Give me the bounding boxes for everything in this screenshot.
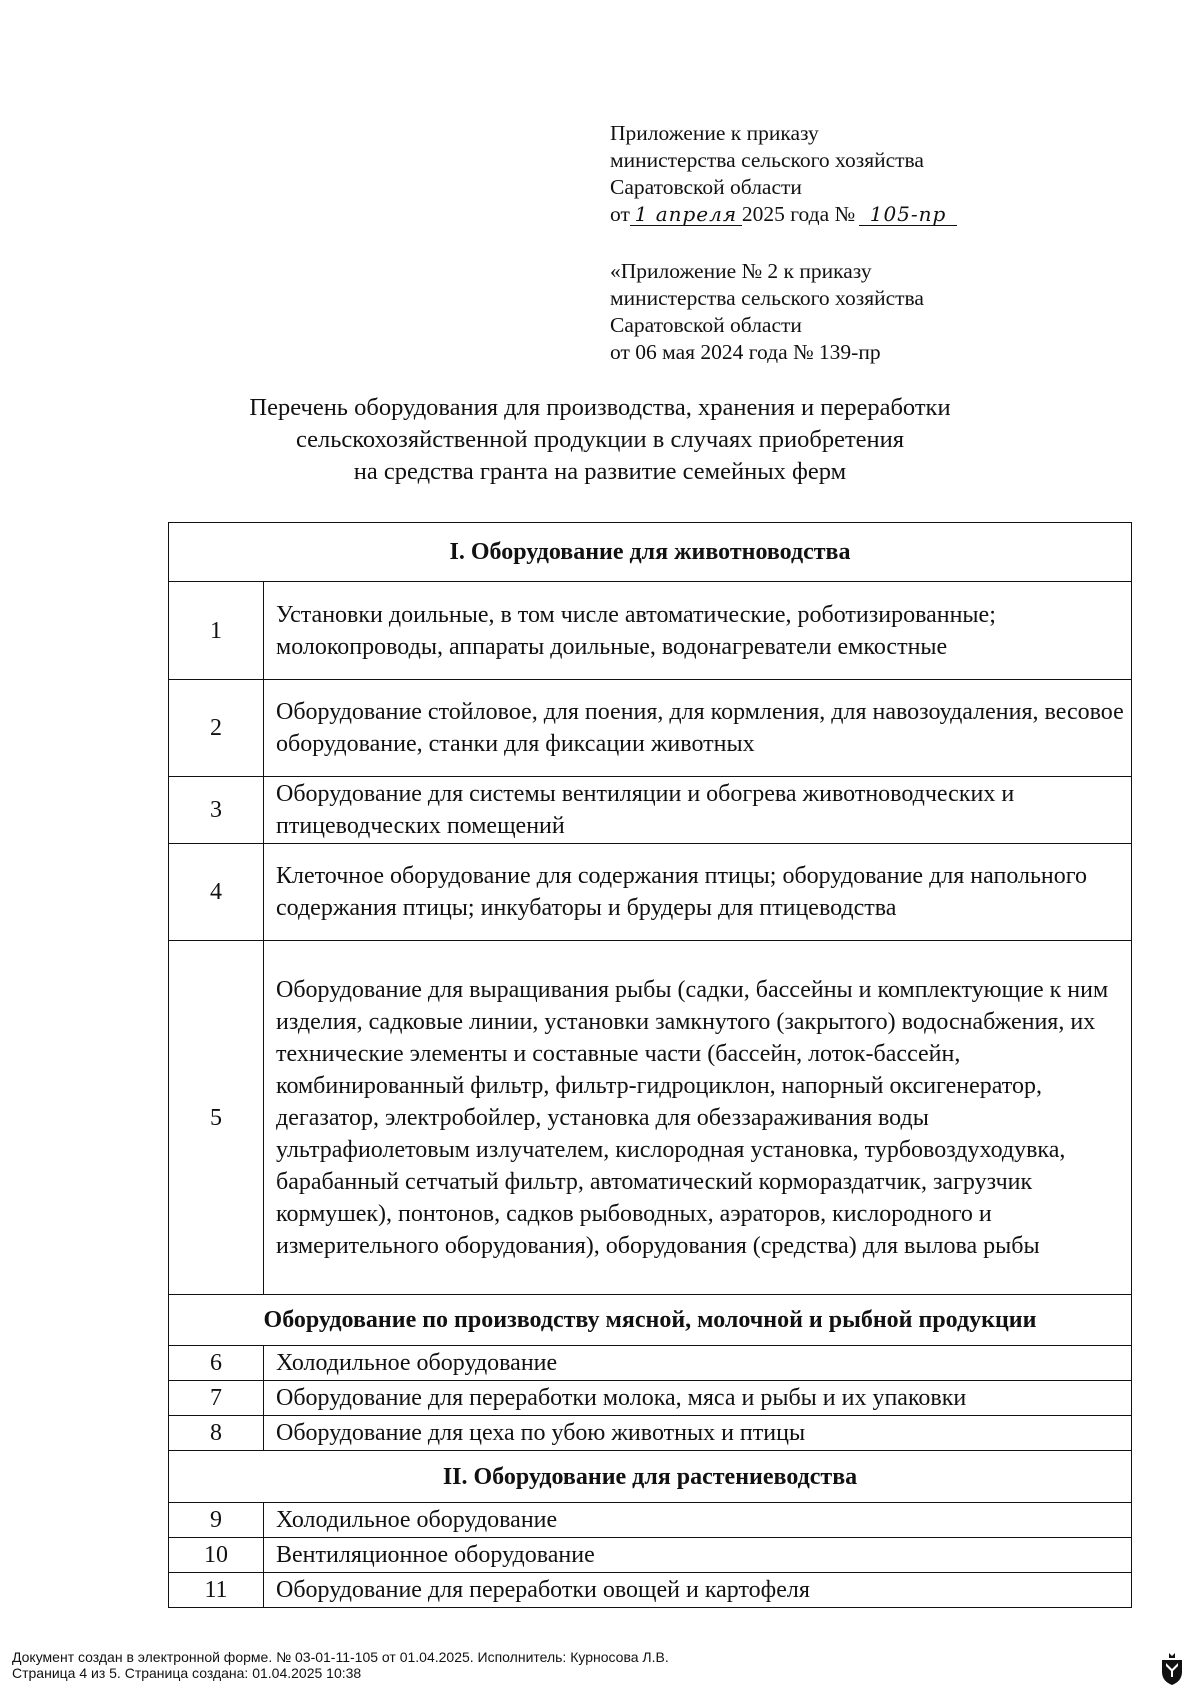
row-number: 4 bbox=[169, 844, 264, 941]
annex2-line-2: министерства сельского хозяйства bbox=[610, 286, 924, 310]
row-description: Клеточное оборудование для содержания птицы; оборудование для напольного содержания птицы; инкубаторы и брудеры для птицеводства bbox=[264, 844, 1132, 941]
footer-line-1: Документ создан в электронной форме. № 03-01-11-105 от 01.04.2025. Исполнитель: Курносова Л.В. bbox=[12, 1649, 669, 1665]
annex2-header bbox=[610, 258, 924, 366]
footer-line-2: Страница 4 из 5. Страница создана: 01.04.2025 10:38 bbox=[12, 1665, 362, 1681]
table-row bbox=[169, 941, 1132, 1295]
row-description: Оборудование для переработки молока, мяса и рыбы и их упаковки bbox=[264, 1381, 1132, 1416]
section-header-row bbox=[169, 1295, 1132, 1346]
row-description: Оборудование для переработки овощей и картофеля bbox=[264, 1573, 1132, 1608]
title-line-2: сельскохозяйственной продукции в случаях приобретения bbox=[295, 426, 905, 453]
row-description: Оборудование стойловое, для поения, для кормления, для навозоудаления, весовое оборудование, станки для фиксации животных bbox=[264, 680, 1132, 777]
row-description: Вентиляционное оборудование bbox=[264, 1538, 1132, 1573]
section-header-row bbox=[169, 1451, 1132, 1503]
row-number: 1 bbox=[169, 582, 264, 680]
document-footer bbox=[12, 1649, 669, 1681]
row-description: Оборудование для выращивания рыбы (садки, бассейны и комплектующие к ним изделия, садковые линии, установки замкнутого (закрытого) водоснабжения, их технические элементы и составные части (бассейн, лоток-бассейн, комбинированный фильтр, фильтр-гидроциклон, напорный оксигенератор, дегазатор, электробойлер, установка для обеззараживания воды ультрафиолетовым излучателем, кислородная установка, турбовоздуходувка, барабанный сетчатый фильтр, автоматический кормораздатчик, загрузчик кормушек), понтонов, садков рыбоводных, аэраторов, кислородного и измерительного оборудования), оборудования (средства) для вылова рыбы bbox=[264, 941, 1132, 1295]
section-heading: Оборудование по производству мясной, молочной и рыбной продукции bbox=[169, 1295, 1132, 1346]
row-number: 6 bbox=[169, 1346, 264, 1381]
title-line-3: на средства гранта на развитие семейных ферм bbox=[353, 458, 847, 485]
row-description: Холодильное оборудование bbox=[264, 1346, 1132, 1381]
annex-number-handwritten: 105-пр bbox=[859, 203, 957, 226]
table-row bbox=[169, 1573, 1132, 1608]
row-number: 10 bbox=[169, 1538, 264, 1573]
title-line-1: Перечень оборудования для производства, хранения и переработки bbox=[249, 394, 951, 421]
annex-line-3: Саратовской области bbox=[610, 175, 802, 199]
table-row bbox=[169, 1346, 1132, 1381]
section-heading: II. Оборудование для растениеводства bbox=[169, 1451, 1132, 1503]
section-header-row bbox=[169, 523, 1132, 582]
coat-of-arms-icon bbox=[1158, 1650, 1186, 1686]
row-description: Оборудование для системы вентиляции и обогрева животноводческих и птицеводческих помещений bbox=[264, 777, 1132, 844]
row-description: Холодильное оборудование bbox=[264, 1503, 1132, 1538]
section-heading: I. Оборудование для животноводства bbox=[169, 523, 1132, 582]
table-row bbox=[169, 844, 1132, 941]
row-number: 5 bbox=[169, 941, 264, 1295]
annex-line-2: министерства сельского хозяйства bbox=[610, 148, 924, 172]
table-row bbox=[169, 1538, 1132, 1573]
annex-line-1: Приложение к приказу bbox=[610, 121, 819, 145]
table-row bbox=[169, 680, 1132, 777]
equipment-table bbox=[168, 522, 1132, 1608]
annex-header bbox=[610, 120, 957, 228]
row-number: 8 bbox=[169, 1416, 264, 1451]
document-title bbox=[0, 392, 1200, 488]
table-row bbox=[169, 777, 1132, 844]
row-number: 11 bbox=[169, 1573, 264, 1608]
annex2-line-1: «Приложение № 2 к приказу bbox=[610, 259, 872, 283]
row-description: Установки доильные, в том числе автоматические, роботизированные; молокопроводы, аппараты доильные, водонагреватели емкостные bbox=[264, 582, 1132, 680]
row-number: 7 bbox=[169, 1381, 264, 1416]
table-row bbox=[169, 582, 1132, 680]
annex2-line-3: Саратовской области bbox=[610, 313, 802, 337]
annex-date-prefix: от bbox=[610, 202, 630, 226]
table-row bbox=[169, 1416, 1132, 1451]
row-number: 9 bbox=[169, 1503, 264, 1538]
annex-date-line bbox=[610, 201, 957, 228]
table-row bbox=[169, 1381, 1132, 1416]
row-number: 3 bbox=[169, 777, 264, 844]
row-description: Оборудование для цеха по убою животных и птицы bbox=[264, 1416, 1132, 1451]
annex-date-handwritten: 1 апреля bbox=[630, 203, 742, 226]
row-number: 2 bbox=[169, 680, 264, 777]
annex-year-text: 2025 года № bbox=[741, 202, 856, 226]
table-row bbox=[169, 1503, 1132, 1538]
annex2-line-4: от 06 мая 2024 года № 139-пр bbox=[610, 340, 881, 364]
